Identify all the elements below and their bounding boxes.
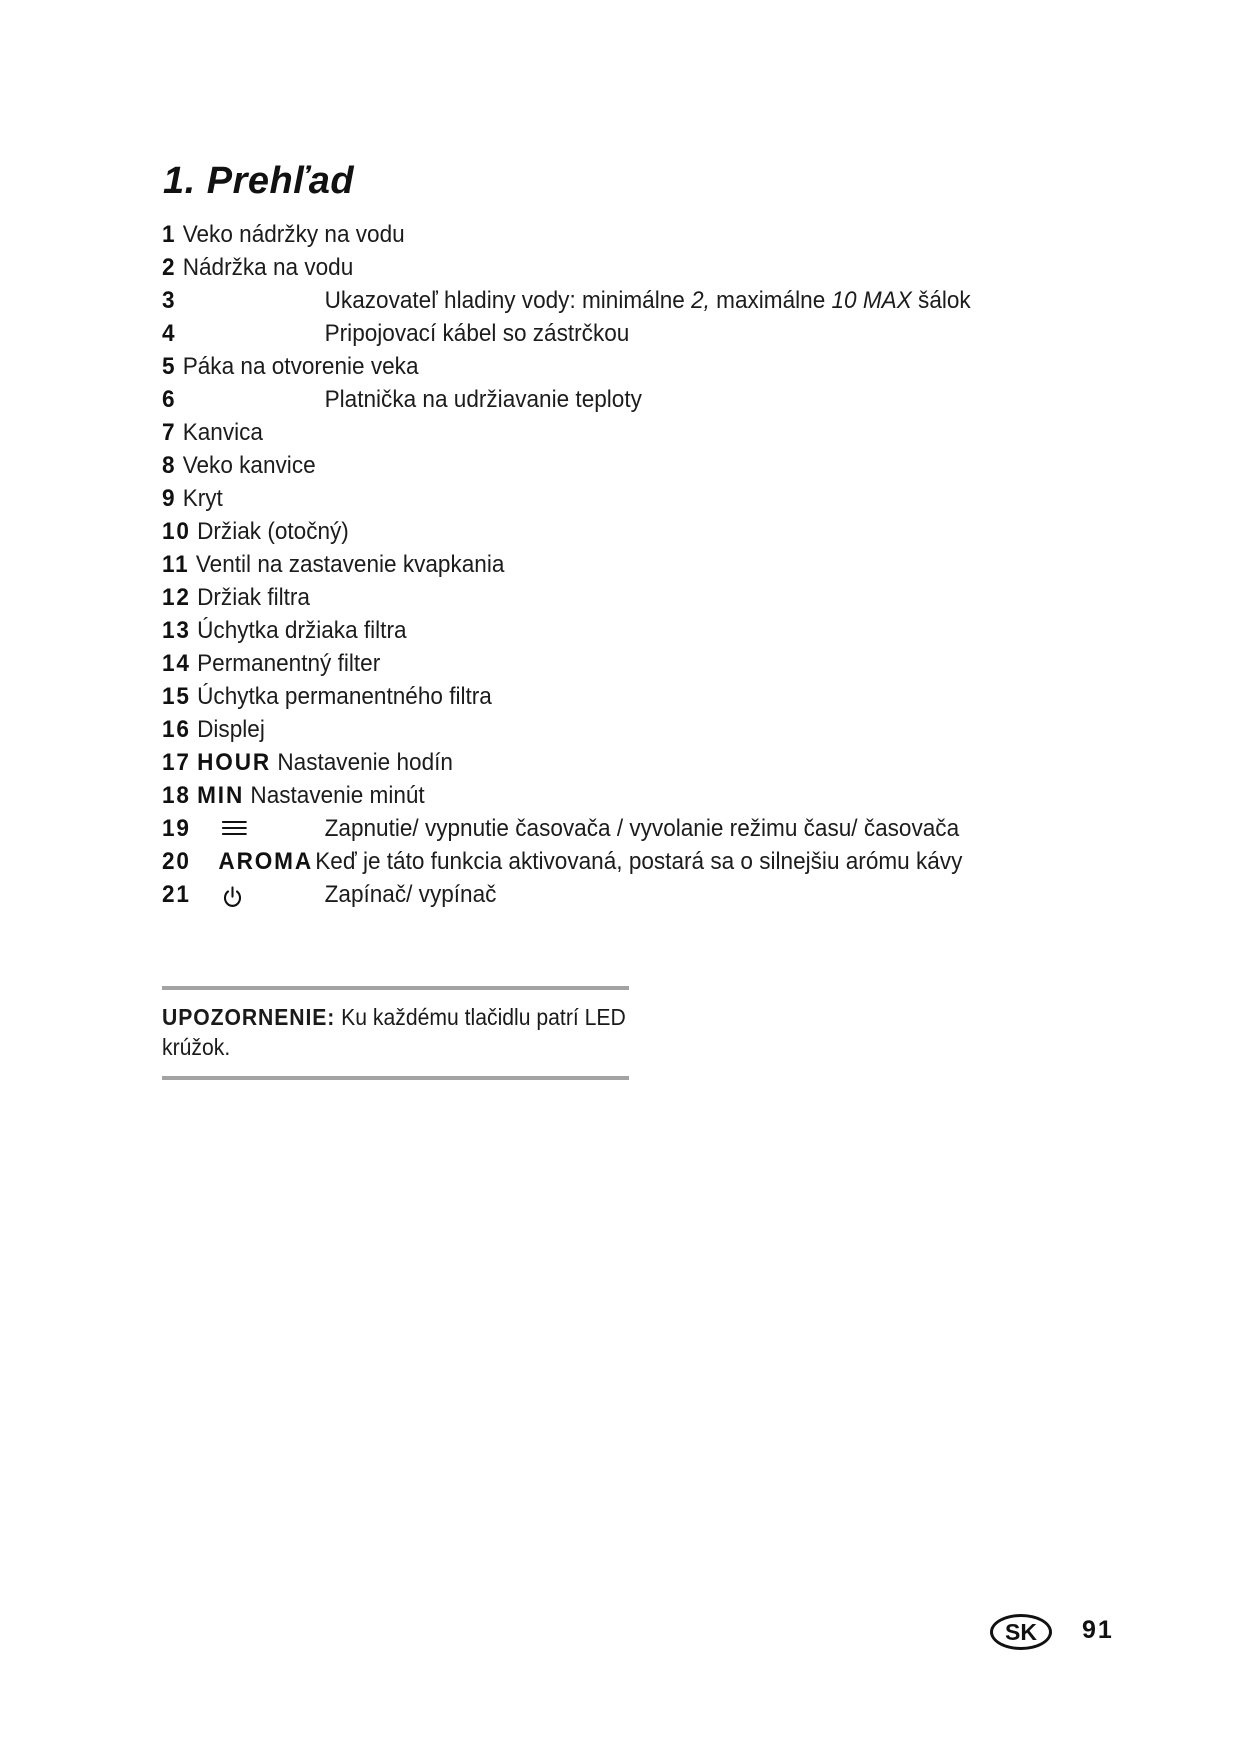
item-description: Veko kanvice bbox=[182, 452, 316, 479]
item-description: Keď je táto funkcia aktivovaná, postará sa o silnejšiu arómu kávy bbox=[315, 848, 963, 875]
item-number: 7 bbox=[162, 419, 177, 446]
item-description: Permanentný filter bbox=[197, 650, 381, 677]
item-number: 21 bbox=[162, 881, 191, 908]
list-item bbox=[162, 218, 1102, 251]
language-badge: SK bbox=[990, 1614, 1052, 1650]
desc-text: šálok bbox=[911, 287, 971, 314]
note-text bbox=[162, 1002, 631, 1062]
item-number: 2 bbox=[162, 254, 177, 281]
item-number: 11 bbox=[162, 551, 190, 578]
item-description: Nádržka na vodu bbox=[182, 254, 354, 281]
item-number: 14 bbox=[162, 650, 191, 677]
item-description: Držiak filtra bbox=[197, 584, 310, 611]
item-number: 20 bbox=[162, 848, 191, 875]
item-number: 4 bbox=[162, 320, 177, 347]
list-item bbox=[162, 746, 1102, 779]
list-item bbox=[162, 284, 1102, 317]
list-item bbox=[162, 251, 1102, 284]
item-number: 5 bbox=[162, 353, 177, 380]
item-description: Kanvica bbox=[182, 419, 263, 446]
list-item bbox=[162, 779, 1102, 812]
list-item bbox=[162, 416, 1102, 449]
item-description: Úchytka permanentného filtra bbox=[197, 683, 492, 710]
item-number: 8 bbox=[162, 452, 177, 479]
list-item bbox=[162, 449, 1102, 482]
item-number: 16 bbox=[162, 716, 191, 743]
note-body: Ku každému tlačidlu patrí LED krúžok. bbox=[162, 1004, 626, 1060]
item-description: Úchytka držiaka filtra bbox=[197, 617, 407, 644]
aroma-key: AROMA bbox=[218, 848, 314, 875]
item-description: Pripojovací kábel so zástrčkou bbox=[324, 320, 630, 347]
list-item bbox=[162, 812, 1102, 845]
item-description: Držiak (otočný) bbox=[197, 518, 349, 545]
item-number: 15 bbox=[162, 683, 191, 710]
item-description: Nastavenie hodín bbox=[277, 749, 453, 776]
power-icon bbox=[220, 878, 252, 911]
note-label: UPOZORNENIE: bbox=[162, 1004, 336, 1030]
page-title: 1. Prehľad bbox=[163, 160, 355, 202]
list-item bbox=[162, 482, 1102, 515]
item-description: Ventil na zastavenie kvapkania bbox=[195, 551, 505, 578]
item-description: Veko nádržky na vodu bbox=[182, 221, 405, 248]
item-number: 6 bbox=[162, 386, 177, 413]
item-number: 3 bbox=[162, 287, 177, 314]
list-item bbox=[162, 515, 1102, 548]
item-number: 19 bbox=[162, 815, 191, 842]
page-number: 91 bbox=[1082, 1616, 1114, 1644]
item-description: Zapnutie/ vypnutie časovača / vyvolanie režimu času/ časovača bbox=[324, 815, 960, 842]
list-item bbox=[162, 548, 1102, 581]
max-value: 10 MAX bbox=[831, 287, 912, 314]
hour-key: HOUR bbox=[197, 749, 272, 776]
item-number: 13 bbox=[162, 617, 191, 644]
item-number: 9 bbox=[162, 485, 177, 512]
list-item bbox=[162, 317, 1102, 350]
min-key: MIN bbox=[197, 782, 245, 809]
list-item bbox=[162, 680, 1102, 713]
item-number: 12 bbox=[162, 584, 191, 611]
item-number: 17 bbox=[162, 749, 191, 776]
item-number: 10 bbox=[162, 518, 191, 545]
desc-text: Ukazovateľ hladiny vody: minimálne bbox=[324, 287, 692, 314]
parts-list bbox=[162, 218, 1162, 911]
item-description: Platnička na udržiavanie teploty bbox=[324, 386, 642, 413]
list-item bbox=[162, 581, 1102, 614]
item-description: Kryt bbox=[182, 485, 223, 512]
list-item bbox=[162, 713, 1102, 746]
item-description bbox=[325, 284, 971, 317]
note-box bbox=[162, 986, 629, 1080]
min-value: 2, bbox=[691, 287, 710, 314]
menu-lines-icon bbox=[220, 812, 252, 845]
item-number: 1 bbox=[162, 221, 177, 248]
item-description: Displej bbox=[197, 716, 265, 743]
list-item bbox=[162, 614, 1102, 647]
desc-text: maximálne bbox=[709, 287, 832, 314]
item-description: Zapínač/ vypínač bbox=[324, 881, 497, 908]
item-description: Páka na otvorenie veka bbox=[182, 353, 419, 380]
list-item bbox=[162, 647, 1102, 680]
item-description: Nastavenie minút bbox=[250, 782, 425, 809]
list-item bbox=[162, 383, 1102, 416]
list-item bbox=[162, 878, 1102, 911]
list-item bbox=[162, 845, 1102, 878]
list-item bbox=[162, 350, 1102, 383]
item-number: 18 bbox=[162, 782, 191, 809]
